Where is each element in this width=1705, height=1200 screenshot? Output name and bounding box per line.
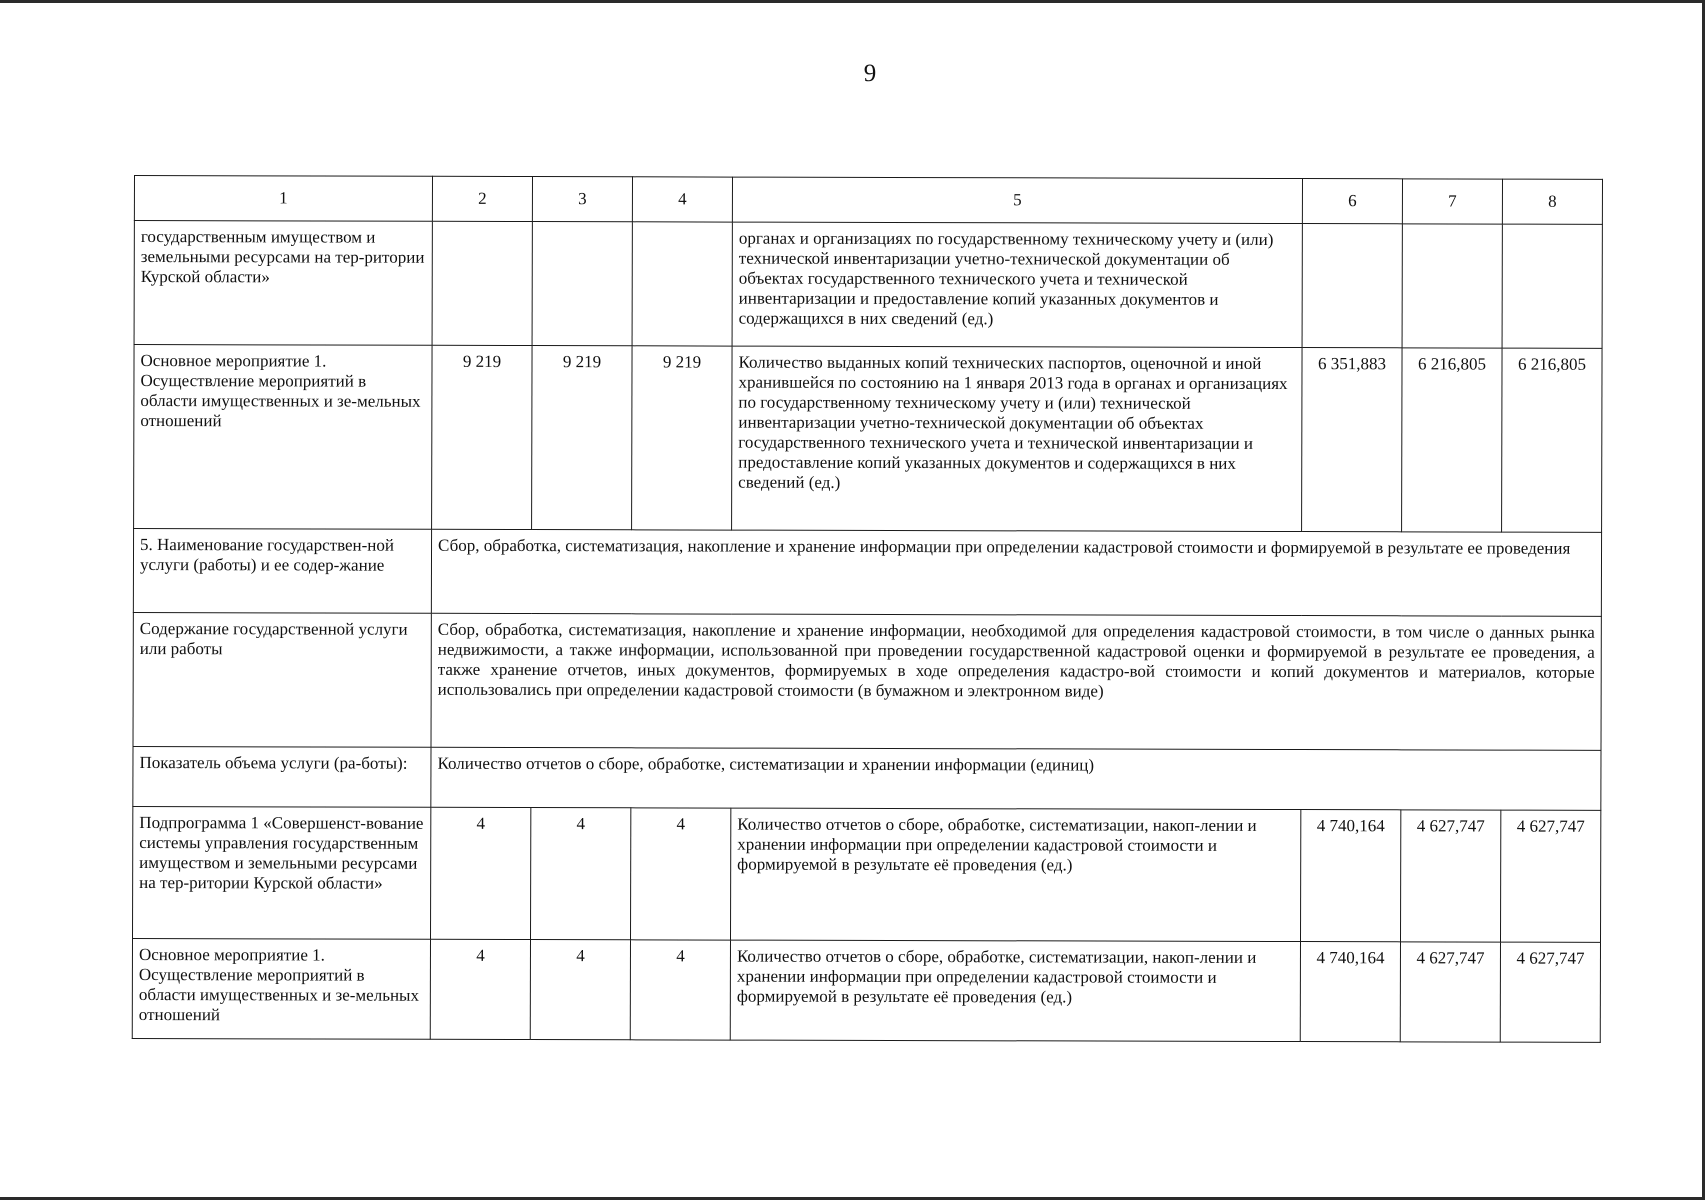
table-row bbox=[132, 938, 1600, 1042]
header-cell-8: 8 bbox=[1502, 179, 1602, 224]
value-cell-2: 4 bbox=[431, 807, 531, 939]
value-cell-2 bbox=[432, 221, 532, 345]
header-cell-5: 5 bbox=[732, 177, 1302, 223]
section-5-row bbox=[133, 529, 1601, 617]
table-row bbox=[134, 345, 1602, 533]
value-cell-4 bbox=[632, 222, 732, 346]
value-cell-7: 4 627,747 bbox=[1400, 942, 1500, 1042]
indicator-description-cell: Количество отчетов о сборе, обработке, систематизации, накоп-лении и хранении информации при определении кадастровой стоимости и формируемой в результате её проведения (ед.) bbox=[730, 940, 1300, 1041]
value-cell-3: 9 219 bbox=[532, 346, 632, 530]
value-cell-3: 4 bbox=[530, 940, 630, 1040]
value-cell-8 bbox=[1502, 224, 1602, 348]
header-cell-6: 6 bbox=[1302, 179, 1402, 224]
volume-indicator-label: Показатель объема услуги (ра-боты): bbox=[133, 746, 431, 807]
value-cell-4: 9 219 bbox=[632, 346, 732, 530]
value-cell-3 bbox=[532, 222, 632, 346]
section-5-label: 5. Наименование государствен-ной услуги (работы) и ее содер-жание bbox=[133, 529, 431, 614]
table-row bbox=[134, 221, 1602, 349]
header-cell-3: 3 bbox=[532, 177, 632, 222]
indicator-description-cell: Количество выданных копий технических паспортов, оценочной и иной хранившейся по состоянию на 1 января 2013 года в органах и организациях по государственному техническому учету и (или) технической инвентаризации учетно-технической документации об объектах государственного технического учета и технической инвентаризации и предоставление копий указанных документов и содержащихся в них сведений (ед.) bbox=[732, 346, 1302, 531]
row-name-cell: Основное мероприятие 1. Осуществление мероприятий в области имущественных и зе-мельных отношений bbox=[134, 345, 432, 530]
indicator-description-cell: органах и организациях по государственному техническому учету и (или) технической инвентаризации учетно-технической документации об объектах государственного технического учета и технической инвентаризации и предоставление копий указанных документов и содержащихся в них сведений (ед.) bbox=[732, 222, 1302, 347]
program-table bbox=[132, 175, 1603, 1043]
value-cell-3: 4 bbox=[530, 808, 630, 940]
value-cell-6: 4 740,164 bbox=[1300, 810, 1400, 942]
volume-indicator-text: Количество отчетов о сборе, обработке, систематизации и хранении информации (единиц) bbox=[431, 747, 1601, 810]
value-cell-8: 4 627,747 bbox=[1500, 810, 1600, 942]
value-cell-8: 6 216,805 bbox=[1502, 348, 1602, 532]
value-cell-2: 4 bbox=[430, 939, 530, 1039]
header-cell-7: 7 bbox=[1402, 179, 1502, 224]
service-content-text: Сбор, обработка, систематизация, накопление и хранение информации, необходимой для определения кадастровой стоимости, в том числе о данных рынка недвижимости, а также информации, использованной при проведении государственной кадастровой оценки и формируемой в результате ее проведения, а также хранение отчетов, иных документов, формируемых в ходе определения кадастро-вой стоимости и копий документов и материалов, которые использовались при определении кадастровой стоимости (в бумажном и электронном виде) bbox=[431, 613, 1601, 750]
value-cell-6: 4 740,164 bbox=[1300, 942, 1400, 1042]
value-cell-7 bbox=[1402, 224, 1502, 348]
page-number: 9 bbox=[863, 60, 877, 87]
value-cell-4: 4 bbox=[630, 808, 730, 940]
row-name-cell: Основное мероприятие 1. Осуществление мероприятий в области имущественных и зе-мельных отношений bbox=[132, 938, 430, 1039]
value-cell-6: 6 351,883 bbox=[1302, 348, 1402, 532]
value-cell-7: 6 216,805 bbox=[1402, 348, 1502, 532]
row-name-cell: Подпрограмма 1 «Совершенст-вование системы управления государственным имуществом и земельными ресурсами на тер-ритории Курской области» bbox=[133, 806, 431, 939]
header-cell-2: 2 bbox=[432, 176, 532, 221]
scan-edge-top bbox=[0, 0, 1705, 3]
value-cell-4: 4 bbox=[630, 940, 730, 1040]
value-cell-6 bbox=[1302, 224, 1402, 348]
value-cell-7: 4 627,747 bbox=[1400, 810, 1500, 942]
header-cell-4: 4 bbox=[632, 177, 732, 222]
value-cell-2: 9 219 bbox=[432, 345, 532, 529]
service-content-label: Содержание государственной услуги или работы bbox=[133, 612, 431, 747]
table-row bbox=[133, 806, 1601, 942]
volume-indicator-row bbox=[133, 746, 1601, 810]
indicator-description-cell: Количество отчетов о сборе, обработке, систематизации, накоп-лении и хранении информации при определении кадастровой стоимости и формируемой в результате её проведения (ед.) bbox=[730, 808, 1300, 941]
value-cell-8: 4 627,747 bbox=[1500, 942, 1600, 1042]
service-content-row bbox=[133, 612, 1601, 750]
header-cell-1: 1 bbox=[134, 176, 432, 222]
section-5-text: Сбор, обработка, систематизация, накопление и хранение информации при определении кадастровой стоимости и формируемой в результате ее проведения bbox=[431, 529, 1601, 616]
header-row bbox=[134, 176, 1602, 225]
row-name-cell: государственным имуществом и земельными ресурсами на тер-ритории Курской области» bbox=[134, 221, 432, 346]
